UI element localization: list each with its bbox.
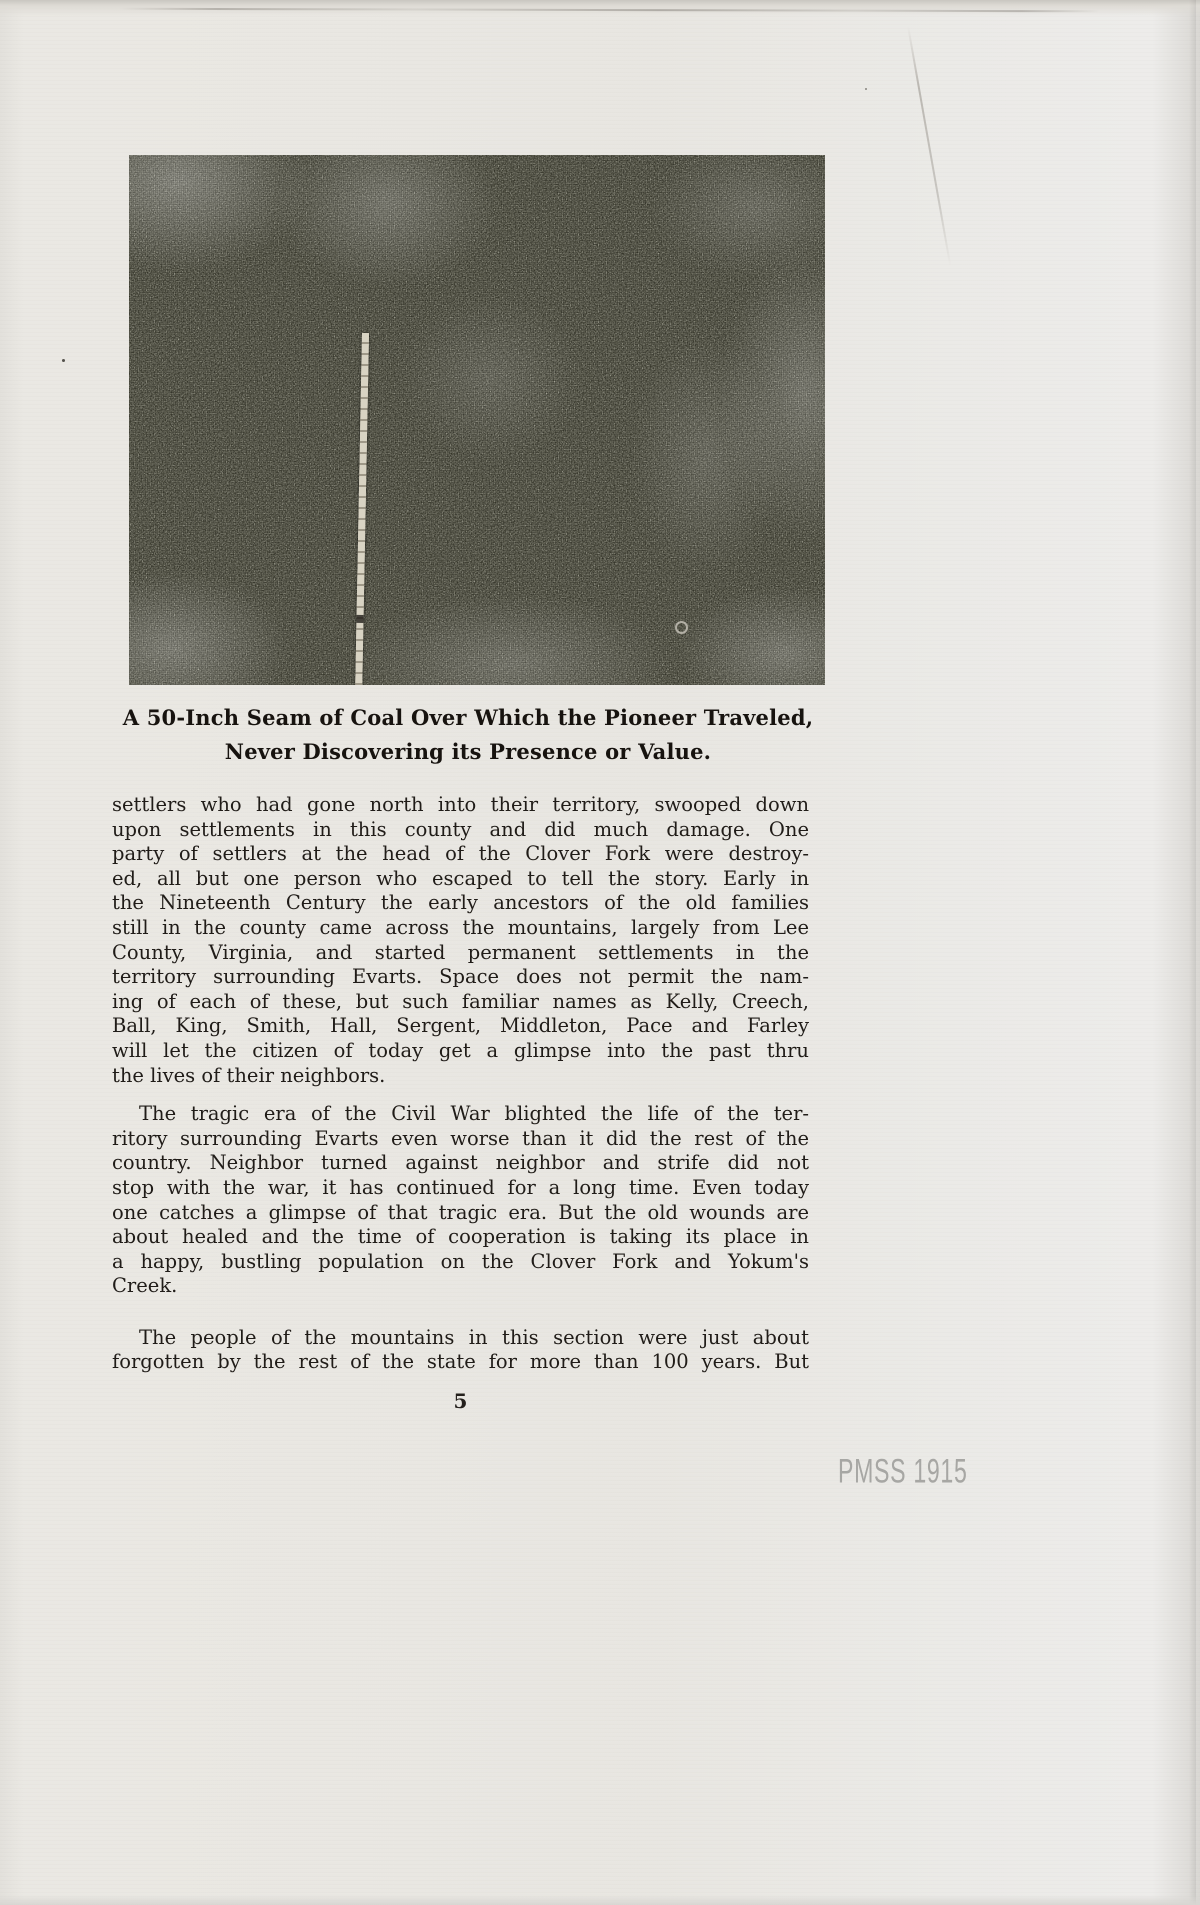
body-line: upon settlements in this county and did much damage. One — [112, 817, 809, 841]
halftone-grid-overlay — [129, 155, 825, 685]
body-line: about healed and the time of cooperation is taking its place in — [112, 1225, 809, 1249]
paper-speck — [865, 88, 867, 90]
photo-caption-line1: A 50-Inch Seam of Coal Over Which the Pioneer Traveled, — [122, 705, 814, 730]
body-line: one catches a glimpse of that tragic era. But the old wounds are — [112, 1200, 809, 1224]
body-line: ing of each of these, but such familiar names as Kelly, Creech, — [112, 989, 809, 1013]
body-line: ritory surrounding Evarts even worse than it did the rest of the — [112, 1126, 809, 1150]
paper-right-edge-shadow — [1189, 0, 1196, 1905]
body-paragraph — [112, 1326, 809, 1375]
paper-speck — [62, 359, 65, 362]
body-line: the lives of their neighbors. — [112, 1063, 386, 1087]
body-paragraph — [112, 793, 809, 1088]
paper-bottom-edge — [0, 1895, 1200, 1905]
body-line: Ball, King, Smith, Hall, Sergent, Middleton, Pace and Farley — [112, 1014, 809, 1038]
body-line: forgotten by the rest of the state for more than 100 years. But — [112, 1350, 809, 1374]
measuring-stick-joint — [356, 615, 363, 623]
body-line: will let the citizen of today get a glimpse into the past thru — [112, 1038, 809, 1062]
body-line: the Nineteenth Century the early ancestors of the old families — [112, 891, 809, 915]
coal-seam-photo — [129, 155, 825, 685]
paper-diagonal-crease — [907, 26, 951, 267]
page-number: 5 — [453, 1389, 468, 1413]
body-line: country. Neighbor turned against neighbor and strife did not — [112, 1151, 809, 1175]
photo-caption — [118, 701, 818, 769]
body-line: County, Virginia, and started permanent settlements in the — [112, 940, 809, 964]
body-line: party of settlers at the head of the Clover Fork were destroy- — [112, 842, 809, 866]
body-line: still in the county came across the mountains, largely from Lee — [112, 915, 809, 939]
watermark: PMSS 1915 — [838, 1452, 968, 1491]
body-line: a happy, bustling population on the Clover Fork and Yokum's — [112, 1249, 809, 1273]
body-line: Creek. — [112, 1274, 178, 1298]
body-line: stop with the war, it has continued for a long time. Even today — [112, 1175, 809, 1199]
photo-caption-line2: Never Discovering its Presence or Value. — [224, 739, 712, 764]
body-line: The people of the mountains in this section were just about — [139, 1325, 809, 1349]
body-line: settlers who had gone north into their territory, swooped down — [112, 793, 809, 816]
body-line: ed, all but one person who escaped to tell the story. Early in — [112, 866, 809, 890]
body-line: territory surrounding Evarts. Space does not permit the nam- — [112, 965, 809, 989]
small-bright-ring — [675, 621, 688, 634]
body-text — [112, 793, 809, 1389]
body-paragraph — [112, 1102, 809, 1299]
body-line: The tragic era of the Civil War blighted the life of the ter- — [139, 1102, 809, 1126]
